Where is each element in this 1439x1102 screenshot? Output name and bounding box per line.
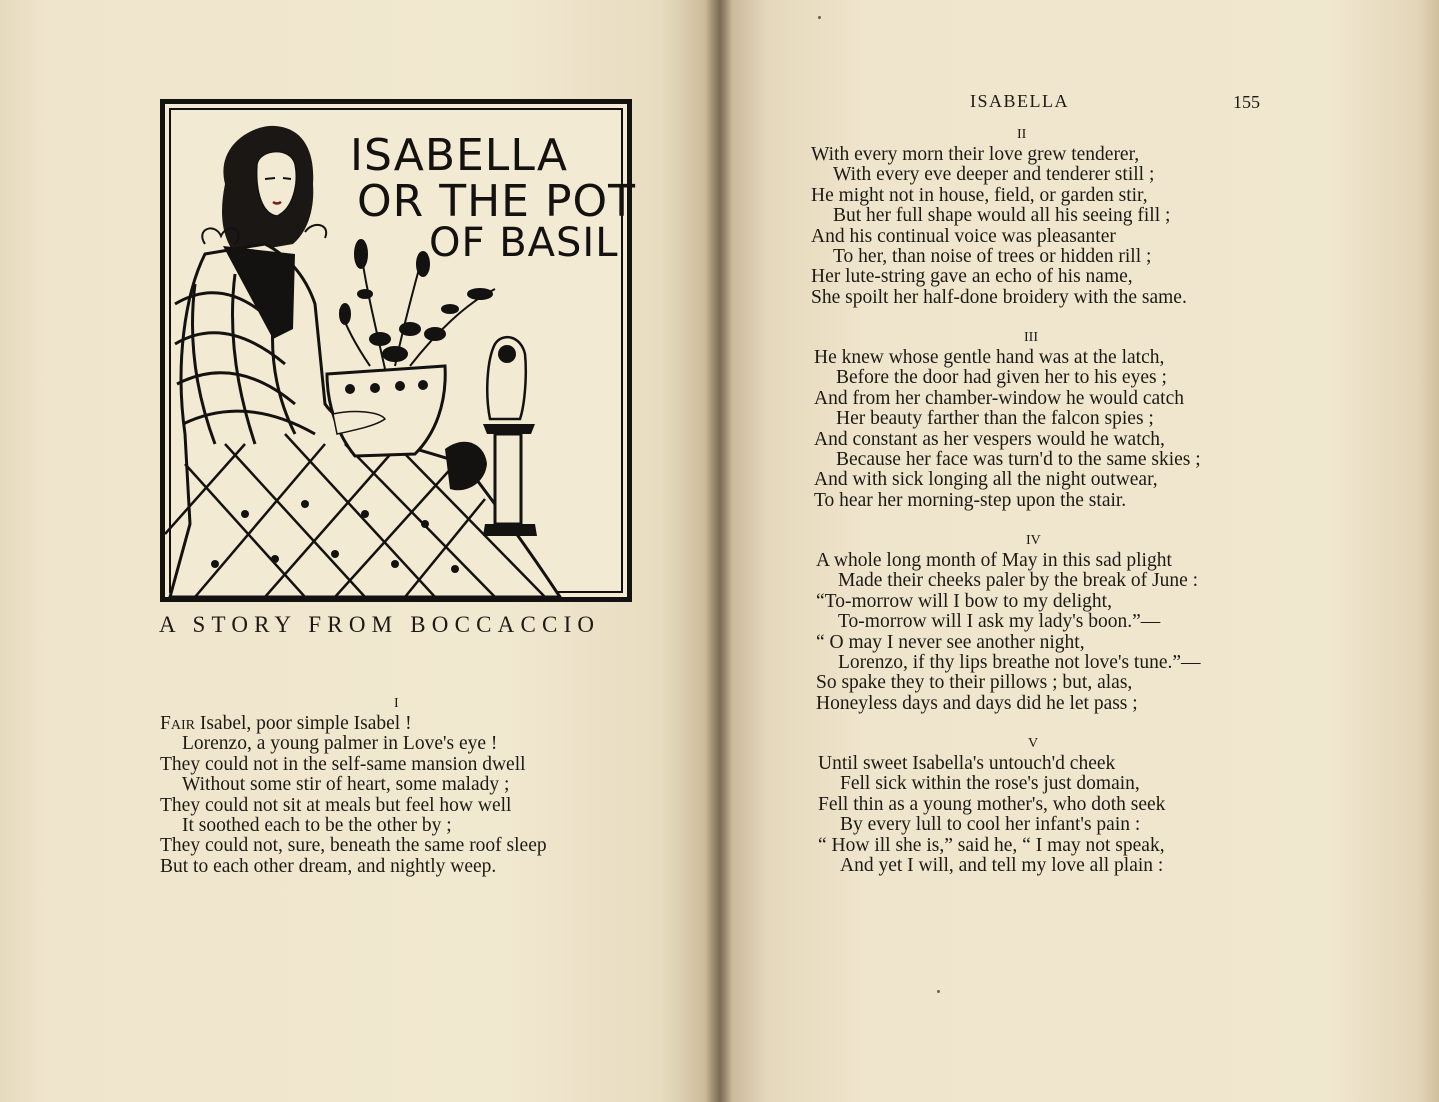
stanza-4 <box>816 551 1201 714</box>
paper-speck <box>818 16 821 19</box>
verse-line: He might not in house, field, or garden stir, <box>811 184 1148 206</box>
verse-line: Before the door had given her to his eyes ; <box>836 367 1167 389</box>
verse-line: Because her face was turn'd to the same skies ; <box>836 448 1201 470</box>
title-illustration <box>160 99 636 602</box>
stanza-2 <box>811 145 1187 308</box>
verse-line: But her full shape would all his seeing fill ; <box>833 205 1171 227</box>
verse-line: Made their cheeks paler by the break of June : <box>838 570 1199 592</box>
verse-line: They could not in the self-same mansion dwell <box>160 753 526 775</box>
verse-line-1: Fair Isabel, poor simple Isabel ! <box>160 713 412 734</box>
verse-line: Honeyless days and days did he let pass ; <box>816 692 1138 714</box>
paper-speck <box>937 990 940 993</box>
verse-line: They could not, sure, beneath the same roof sleep <box>160 835 547 857</box>
stanza-5 <box>818 754 1165 876</box>
verse-line: With every morn their love grew tenderer, <box>811 144 1140 165</box>
verse-line: Fell sick within the rose's just domain, <box>840 773 1140 795</box>
verse-line: And from her chamber-window he would catch <box>814 387 1184 409</box>
illustration-title-line-3: OF BASIL <box>429 220 619 266</box>
illustration-title-line-1: ISABELLA <box>350 130 568 181</box>
verse-line: By every lull to cool her infant's pain : <box>840 814 1141 836</box>
verse-line: “ O may I never see another night, <box>816 631 1085 653</box>
stanza-number: IV <box>1026 533 1041 548</box>
verse-line: He knew whose gentle hand was at the latch, <box>814 347 1165 368</box>
verse-line: And his continual voice was pleasanter <box>811 225 1116 247</box>
stanza-number: I <box>394 696 399 711</box>
verse-line: “To-morrow will I bow to my delight, <box>816 590 1112 612</box>
verse-line: They could not sit at meals but feel how well <box>160 794 512 816</box>
book-gutter <box>706 0 732 1102</box>
verse-line: Her lute-string gave an echo of his name, <box>811 266 1133 288</box>
verse-line: To-morrow will I ask my lady's boon.”— <box>838 611 1161 633</box>
verse-line: A whole long month of May in this sad plight <box>816 550 1172 571</box>
verse-line: Without some stir of heart, some malady ; <box>182 774 510 796</box>
verse-line: It soothed each to be the other by ; <box>182 814 452 836</box>
verse-line: So spake they to their pillows ; but, alas, <box>816 672 1133 694</box>
page-number: 155 <box>1233 92 1260 112</box>
verse-line: She spoilt her half-done broidery with the same. <box>811 286 1187 308</box>
verse-line: But to each other dream, and nightly weep. <box>160 855 497 877</box>
verse-line: And yet I will, and tell my love all plain : <box>840 854 1164 876</box>
stanza-number: V <box>1028 736 1039 751</box>
verse-line: And constant as her vespers would he watch, <box>814 428 1165 450</box>
verse-line: And with sick longing all the night outwear, <box>814 469 1158 491</box>
verse-line: To her, than noise of trees or hidden rill ; <box>833 245 1152 267</box>
verse-line: Lorenzo, a young palmer in Love's eye ! <box>182 733 498 755</box>
verse-line: Her beauty farther than the falcon spies ; <box>836 408 1154 430</box>
left-page <box>0 0 718 1102</box>
running-head: ISABELLA <box>970 91 1069 111</box>
verse-line: Lorenzo, if thy lips breathe not love's tune.”— <box>838 651 1201 673</box>
stanza-3 <box>814 348 1201 511</box>
stanza-number: II <box>1017 127 1027 142</box>
drop-word: Fair <box>160 713 195 734</box>
illustration-title-line-2: OR THE POT <box>357 176 636 227</box>
stanza-1 <box>160 714 547 877</box>
verse-line: Until sweet Isabella's untouch'd cheek <box>818 753 1116 774</box>
verse-line: “ How ill she is,” said he, “ I may not speak, <box>818 834 1165 856</box>
story-subtitle: A STORY FROM BOCCACCIO <box>159 612 601 637</box>
verse-line: With every eve deeper and tenderer still ; <box>833 164 1155 186</box>
stanza-number: III <box>1024 330 1038 345</box>
verse-line: Fell thin as a young mother's, who doth seek <box>818 793 1166 815</box>
verse-line: To hear her morning-step upon the stair. <box>814 489 1127 511</box>
